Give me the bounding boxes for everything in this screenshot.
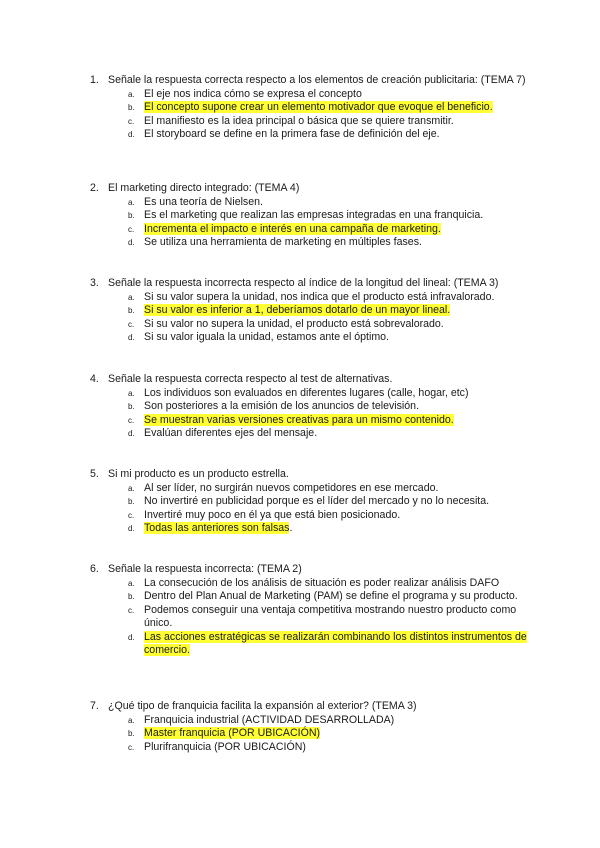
option-letter: a. bbox=[128, 197, 135, 207]
option-c bbox=[128, 115, 530, 129]
question-1 bbox=[90, 74, 530, 142]
option-b bbox=[128, 209, 530, 223]
option-letter: b. bbox=[128, 592, 135, 601]
option-text: Franquicia industrial (ACTIVIDAD DESARROLLADA) bbox=[144, 713, 395, 726]
option-text: Es el marketing que realizan las empresas integradas en una franquicia. bbox=[144, 209, 484, 221]
option-c bbox=[128, 509, 530, 523]
option-c bbox=[128, 604, 530, 631]
question-text: Señale la respuesta correcta respecto a los elementos de creación publicitaria: (TEMA 7) bbox=[108, 74, 526, 86]
question-number: 2. bbox=[90, 182, 99, 194]
option-letter: b. bbox=[128, 729, 135, 738]
option-c bbox=[128, 223, 530, 237]
option-letter: c. bbox=[128, 415, 135, 425]
highlighted-answer: Las acciones estratégicas se realizarán combinando los distintos instrumentos de comercio. bbox=[144, 630, 527, 656]
question-number: 3. bbox=[90, 277, 99, 289]
question-number: 5. bbox=[90, 468, 99, 480]
option-letter: c. bbox=[128, 742, 135, 752]
option-letter: b. bbox=[128, 497, 135, 506]
option-b bbox=[128, 304, 530, 318]
question-6 bbox=[90, 563, 530, 658]
question-5 bbox=[90, 468, 530, 536]
option-d bbox=[128, 236, 530, 250]
option-text: Podemos conseguir una ventaja competitiva mostrando nuestro producto como único. bbox=[144, 603, 517, 629]
option-b bbox=[128, 400, 530, 414]
question-text: Señale la respuesta incorrecta respecto al índice de la longitud del lineal: (TEMA 3) bbox=[108, 277, 499, 289]
option-text: Son posteriores a la emisión de los anuncios de televisión. bbox=[144, 400, 420, 412]
option-text: El storyboard se define en la primera fase de definición del eje. bbox=[144, 128, 440, 140]
option-d bbox=[128, 631, 530, 658]
option-d bbox=[128, 128, 530, 142]
question-number: 4. bbox=[90, 373, 99, 385]
option-b bbox=[128, 590, 530, 604]
option-letter: b. bbox=[128, 402, 135, 411]
option-letter: a. bbox=[128, 292, 135, 302]
option-letter: a. bbox=[128, 483, 135, 493]
question-number: 1. bbox=[90, 74, 99, 86]
option-c bbox=[128, 741, 530, 755]
option-text: Los individuos son evaluados en diferentes lugares (calle, hogar, etc) bbox=[144, 386, 469, 399]
question-2 bbox=[90, 182, 530, 250]
highlighted-answer: Incrementa el impacto e interés en una campaña de marketing. bbox=[144, 222, 441, 235]
option-b bbox=[128, 495, 530, 509]
option-letter: a. bbox=[128, 578, 135, 588]
option-a bbox=[128, 88, 530, 102]
option-text: Plurifranquicia (POR UBICACIÓN) bbox=[144, 740, 306, 753]
question-3 bbox=[90, 277, 530, 345]
question-7 bbox=[90, 700, 530, 754]
option-letter: d. bbox=[128, 632, 135, 642]
question-text: ¿Qué tipo de franquicia facilita la expansión al exterior? (TEMA 3) bbox=[108, 700, 417, 712]
question-4 bbox=[90, 373, 530, 441]
option-a bbox=[128, 482, 530, 496]
question-number: 7. bbox=[90, 700, 99, 712]
option-d bbox=[128, 427, 530, 441]
option-a bbox=[128, 387, 530, 401]
question-number: 6. bbox=[90, 563, 99, 575]
highlighted-answer: Todas las anteriores son falsas bbox=[144, 522, 290, 534]
option-letter: d. bbox=[128, 130, 135, 139]
option-a bbox=[128, 714, 530, 728]
question-text: El marketing directo integrado: (TEMA 4) bbox=[108, 182, 300, 194]
option-letter: c. bbox=[128, 510, 135, 520]
option-text: Evalúan diferentes ejes del mensaje. bbox=[144, 427, 318, 439]
question-text: Señale la respuesta correcta respecto al test de alternativas. bbox=[108, 373, 393, 385]
option-letter: d. bbox=[128, 524, 135, 533]
option-letter: c. bbox=[128, 224, 135, 234]
highlighted-answer: Si su valor es inferior a 1, deberíamos dotarlo de un mayor lineal. bbox=[144, 304, 451, 316]
option-text: Si su valor iguala la unidad, estamos ante el óptimo. bbox=[144, 331, 389, 343]
option-text: No invertiré en publicidad porque es el líder del mercado y no lo necesita. bbox=[144, 495, 490, 507]
option-d bbox=[128, 522, 530, 536]
option-text: El eje nos indica cómo se expresa el concepto bbox=[144, 87, 362, 100]
option-letter: c. bbox=[128, 116, 135, 126]
option-text: Al ser líder, no surgirán nuevos competidores en ese mercado. bbox=[144, 481, 439, 494]
option-text: Se utiliza una herramienta de marketing en múltiples fases. bbox=[144, 236, 422, 248]
option-letter: a. bbox=[128, 388, 135, 398]
answer-suffix: . bbox=[289, 522, 293, 534]
option-b bbox=[128, 101, 530, 115]
option-a bbox=[128, 196, 530, 210]
option-text: Si su valor supera la unidad, nos indica que el producto está infravalorado. bbox=[144, 290, 495, 303]
option-c bbox=[128, 318, 530, 332]
option-letter: c. bbox=[128, 319, 135, 329]
question-text: Señale la respuesta incorrecta: (TEMA 2) bbox=[108, 563, 302, 575]
option-letter: b. bbox=[128, 306, 135, 315]
option-a bbox=[128, 291, 530, 305]
option-letter: a. bbox=[128, 715, 135, 725]
option-letter: a. bbox=[128, 89, 135, 99]
option-c bbox=[128, 414, 530, 428]
question-text: Si mi producto es un producto estrella. bbox=[108, 468, 289, 480]
option-d bbox=[128, 331, 530, 345]
highlighted-answer: Master franquicia (POR UBICACIÓN) bbox=[144, 727, 321, 739]
option-text: Dentro del Plan Anual de Marketing (PAM) se define el programa y su producto. bbox=[144, 590, 518, 602]
highlighted-answer: Se muestran varias versiones creativas para un mismo contenido. bbox=[144, 413, 454, 426]
option-b bbox=[128, 727, 530, 741]
option-letter: d. bbox=[128, 333, 135, 342]
highlighted-answer: El concepto supone crear un elemento motivador que evoque el beneficio. bbox=[144, 101, 493, 113]
option-text: Es una teoría de Nielsen. bbox=[144, 195, 263, 208]
option-a bbox=[128, 577, 530, 591]
option-text: Si su valor no supera la unidad, el producto está sobrevalorado. bbox=[144, 317, 444, 330]
option-text: La consecución de los análisis de situación es poder realizar análisis DAFO bbox=[144, 576, 500, 589]
option-letter: c. bbox=[128, 605, 135, 615]
option-text: Invertiré muy poco en él ya que está bien posicionado. bbox=[144, 508, 401, 521]
option-letter: d. bbox=[128, 238, 135, 247]
option-letter: b. bbox=[128, 103, 135, 112]
option-text: El manifiesto es la idea principal o básica que se quiere transmitir. bbox=[144, 114, 454, 127]
option-letter: b. bbox=[128, 211, 135, 220]
option-letter: d. bbox=[128, 429, 135, 438]
